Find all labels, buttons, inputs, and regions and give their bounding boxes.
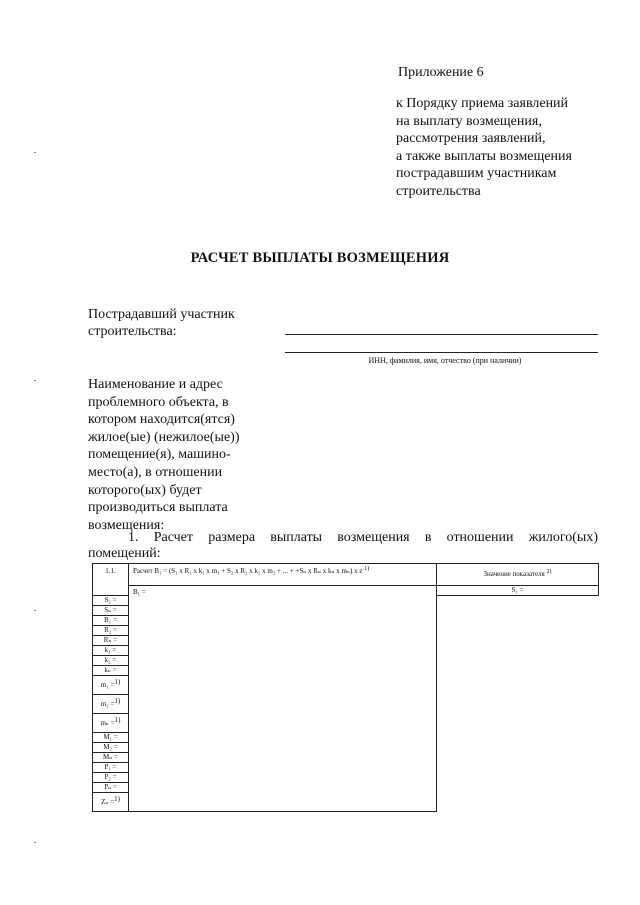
scan-mark	[34, 842, 36, 843]
value-label: S₁ =	[511, 586, 524, 594]
value-cell[interactable]	[93, 656, 129, 666]
appendix-number: Приложение 6	[398, 65, 484, 80]
object-label-line: жилое(ые) (нежилое(ые))	[88, 429, 240, 445]
scan-mark	[34, 152, 36, 153]
value-cell[interactable]	[93, 646, 129, 656]
value-cell[interactable]	[93, 596, 129, 606]
value-cell[interactable]	[93, 616, 129, 626]
value-label: M₁ =	[103, 733, 118, 741]
value-cell[interactable]	[93, 666, 129, 676]
scan-mark	[34, 610, 36, 611]
scan-mark	[34, 380, 36, 381]
purpose-line: а также выплаты возмещения	[396, 148, 572, 164]
value-cell[interactable]	[93, 743, 129, 753]
object-label-line: проблемного объекта, в	[88, 394, 229, 410]
value-label: Mₙ =	[103, 753, 118, 761]
participant-field-caption: ИНН, фамилия, имя, отчество (при наличии)	[368, 356, 522, 365]
value-label: S₂ =	[104, 596, 117, 604]
object-label-line: помещение(я), машино-	[88, 447, 231, 463]
purpose-line: пострадавшим участникам	[396, 166, 557, 181]
row-number: 1.1.	[93, 564, 129, 596]
value-label: Rₙ =	[103, 636, 118, 644]
value-cell[interactable]	[437, 586, 599, 596]
value-label: m₂ =	[100, 700, 115, 708]
value-cell[interactable]	[93, 783, 129, 793]
values-header	[437, 564, 599, 586]
object-label-line: Наименование и адрес	[88, 377, 223, 392]
participant-label-line: Пострадавший участник	[88, 307, 235, 322]
document-title: РАСЧЕТ ВЫПЛАТЫ ВОЗМЕЩЕНИЯ	[190, 250, 450, 266]
value-cell[interactable]	[93, 753, 129, 763]
section-1-heading	[88, 530, 598, 562]
value-cell[interactable]	[93, 714, 129, 733]
value-cell[interactable]	[93, 636, 129, 646]
value-cell[interactable]	[93, 695, 129, 714]
value-label: M₂ =	[103, 743, 118, 751]
value-label: m₁ =	[100, 681, 115, 689]
formula-cell	[129, 564, 437, 586]
value-label: Zₙ =	[101, 798, 115, 806]
table-row	[93, 586, 599, 596]
result-label: В₁ =	[133, 588, 146, 596]
object-label-line: которого(ых) будет	[88, 482, 202, 498]
values-header-footnote: 2)	[546, 569, 552, 575]
object-label-line: возмещения:	[88, 517, 165, 533]
calculation-table	[92, 563, 599, 812]
values-header-text: Значение показателя	[483, 570, 545, 578]
value-cell[interactable]	[93, 626, 129, 636]
appendix-purpose	[396, 95, 572, 200]
value-label: R₂ =	[104, 626, 117, 634]
value-label: P₂ =	[104, 773, 117, 781]
formula-footnote: 1)	[364, 566, 370, 572]
object-label-line: место(а), в отношении	[88, 464, 223, 480]
value-footnote: 1)	[114, 697, 121, 705]
section-1-heading-line: помещений:	[88, 546, 161, 561]
value-label: Sₙ =	[104, 606, 117, 614]
value-cell[interactable]	[93, 606, 129, 616]
result-cell[interactable]	[129, 586, 437, 812]
value-cell[interactable]	[93, 793, 129, 812]
purpose-line: рассмотрения заявлений,	[396, 131, 546, 146]
purpose-line: к Порядку приема заявлений	[396, 96, 569, 111]
purpose-line: строительства	[396, 183, 481, 199]
value-footnote: 1)	[114, 678, 121, 686]
value-label: P₁ =	[104, 763, 117, 771]
value-cell[interactable]	[93, 773, 129, 783]
value-footnote: 1)	[114, 716, 121, 724]
value-label: k₂ =	[104, 656, 117, 664]
object-label	[88, 376, 240, 534]
value-label: k₁ =	[104, 646, 117, 654]
participant-label-line: строительства:	[88, 324, 177, 339]
participant-label	[88, 306, 235, 340]
section-1-heading-line: 1. Расчет размера выплаты возмещения в отношении жилого(ых)	[128, 530, 598, 545]
participant-field-line-2[interactable]	[285, 352, 598, 353]
value-label: mₙ =	[100, 719, 115, 727]
table-header-row	[93, 564, 599, 586]
value-label: Pₙ =	[104, 783, 117, 791]
object-label-line: производиться выплата	[88, 500, 228, 516]
value-cell[interactable]	[93, 763, 129, 773]
value-cell[interactable]	[93, 733, 129, 743]
object-label-line: котором находится(ятся)	[88, 412, 235, 428]
formula-text: Расчет В₁ = (S₁ x R₁ x k₁ x m₁ + S₂ x R₂ x k₂ x m₂ + ... + +Sₙ x Rₙ x kₙ x mₙ) x z	[133, 567, 363, 575]
value-label: R₁ =	[104, 616, 117, 624]
value-cell[interactable]	[93, 676, 129, 695]
value-footnote: 1)	[114, 795, 120, 803]
value-label: kₙ =	[104, 666, 117, 674]
purpose-line: на выплату возмещения,	[396, 113, 542, 129]
participant-field-line-1[interactable]	[285, 334, 598, 335]
